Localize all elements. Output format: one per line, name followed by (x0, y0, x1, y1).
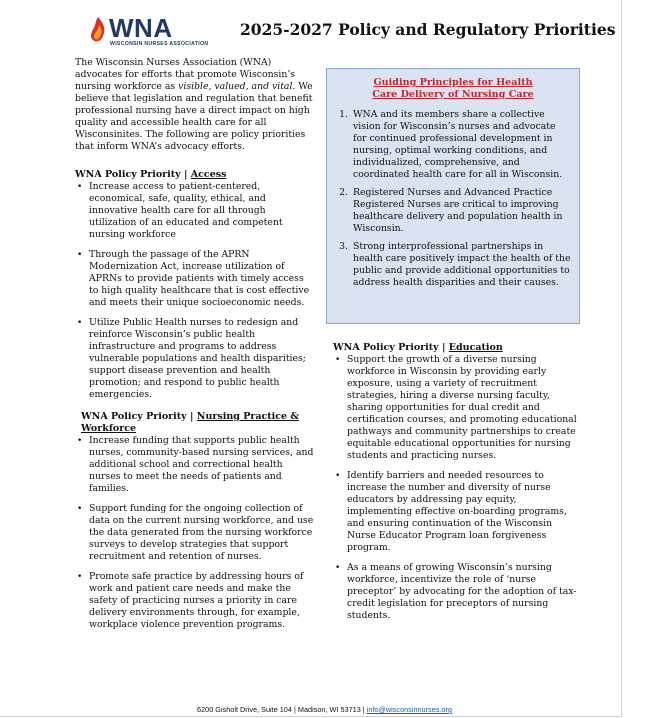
access-heading-topic: Access (190, 169, 227, 180)
access-list (75, 181, 315, 401)
footer (0, 705, 649, 714)
access-heading-prefix: WNA Policy Priority | (75, 169, 191, 180)
list-item: • Promote safe practice by addressing hours of work and patient care needs and make the safety of practicing nurses a priority in care delivery environments through, for example, workplace violence prevention programs. (89, 571, 315, 631)
practice-heading-prefix: WNA Policy Priority | (81, 411, 197, 422)
guiding-principles-list (327, 109, 579, 289)
access-heading (75, 169, 315, 181)
guiding-title-line-1: Guiding Principles for Health (373, 77, 533, 88)
list-item: • Increase funding that supports public health nurses, community-based nursing services, and additional school and correctional health nurses to meet the needs of patients and families. (89, 435, 315, 495)
guiding-principles-box (326, 68, 580, 324)
education-heading (333, 342, 578, 354)
footer-address: 6200 Gisholt Drive, Suite 104 | Madison, WI 53713 | (197, 705, 367, 714)
flame-icon (86, 15, 110, 49)
list-item: • Increase access to patient-centered, economical, safe, quality, ethical, and innovative health care for all through utilization of an educated and competent nursing workforce (89, 181, 315, 241)
intro-text-before: The Wisconsin Nurses Association (WNA) advocates for efforts that promote Wisconsin’s nursing workforce as (75, 57, 296, 92)
intro-emphasis: visible, valued, and vital. (178, 81, 296, 92)
practice-heading-topic: Nursing Practice & Workforce (81, 411, 299, 434)
education-heading-prefix: WNA Policy Priority | (333, 342, 449, 353)
intro-paragraph (75, 57, 315, 153)
list-item: 3. Strong interprofessional partnerships in health care positively impact the health of the public and provide additional opportunities to address health disparities and their causes. (351, 241, 571, 289)
footer-email-link[interactable]: info@wisconsinnurses.org (366, 705, 452, 714)
right-column (333, 342, 578, 630)
education-heading-topic: Education (448, 342, 503, 353)
list-item: • Support funding for the ongoing collection of data on the current nursing workforce, and use the data generated from the nursing workforce surveys to develop strategies that support recruitment and retention of nurses. (89, 503, 315, 563)
list-item: • Support the growth of a diverse nursing workforce in Wisconsin by providing early exposure, using a variety of recruitment strategies, hiring a diverse nursing faculty, sharing opportunities for dual credit and certification courses, and promoting educational pathways and community partnerships to create equitable educational opportunities for nursing students and practicing nurses. (347, 354, 578, 462)
wna-logo (86, 15, 214, 49)
list-item: • As a means of growing Wisconsin’s nursing workforce, incentivize the role of ‘nurse preceptor’ by advocating for the adoption of tax-credit legislation for preceptors of nursing students. (347, 562, 578, 622)
list-item: • Identify barriers and needed resources to increase the number and diversity of nurse educators by addressing pay equity, implementing effective on-boarding programs, and ensuring continuation of the Wisconsin Nurse Educator Program loan forgiveness program. (347, 470, 578, 554)
list-item: 2. Registered Nurses and Advanced Practice Registered Nurses are critical to improving healthcare delivery and population health in Wisconsin. (351, 187, 571, 235)
logo-tagline: WISCONSIN NURSES ASSOCIATION (110, 41, 209, 47)
list-item: • Utilize Public Health nurses to redesign and reinforce Wisconsin’s public health infrastructure and programs to address vulnerable populations and health disparities; support disease prevention and health promotion; and respond to public health emergencies. (89, 317, 315, 401)
practice-heading (81, 411, 315, 435)
list-item: • Through the passage of the APRN Modernization Act, increase utilization of APRNs to provide patients with timely access to high quality healthcare that is cost effective and meets their unique socioeconomic needs. (89, 249, 315, 309)
list-item: 1. WNA and its members share a collective vision for Wisconsin’s nurses and advocate for continued professional development in nursing, optimal working conditions, and individualized, comprehensive, and coordinated health care for all in Wisconsin. (351, 109, 571, 181)
left-column (75, 57, 315, 639)
practice-list (75, 435, 315, 631)
page-title: 2025-2027 Policy and Regulatory Priorities (240, 20, 616, 39)
education-list (333, 354, 578, 622)
guiding-title-line-2: Care Delivery of Nursing Care (372, 89, 534, 100)
guiding-principles-title (327, 77, 579, 101)
intro-text-after: We believe that legislation and regulation that benefit professional nursing have a direct impact on high quality and accessible health care for all Wisconsinites. The following are policy priorities that inform WNA’s advocacy efforts. (75, 81, 313, 152)
logo-wordmark: WNA (109, 13, 173, 43)
